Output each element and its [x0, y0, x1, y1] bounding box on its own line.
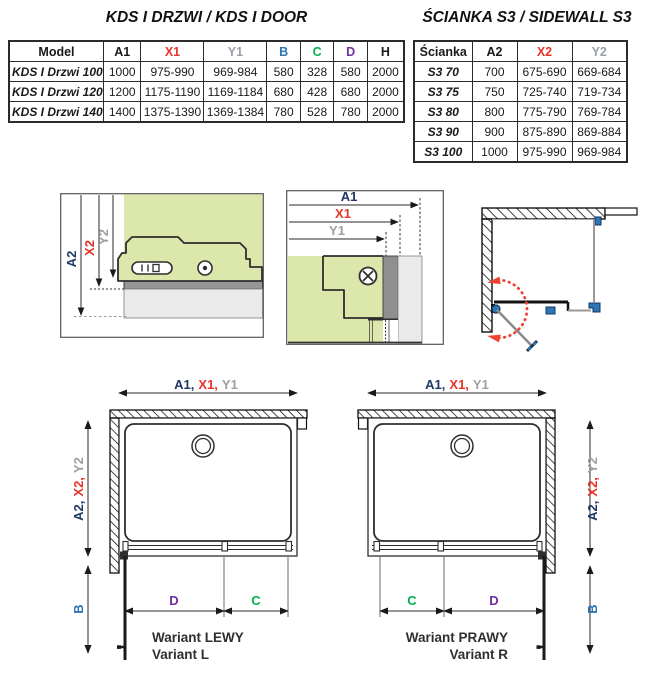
cell: 800: [472, 102, 517, 122]
variant-left-line1: Wariant LEWY: [152, 630, 244, 645]
label-c: C: [251, 593, 261, 608]
model-name: KDS I Drzwi 120: [9, 82, 103, 102]
handle-knob: [537, 645, 541, 649]
model-name: S3 90: [414, 122, 472, 142]
rail-bracket: [123, 542, 128, 552]
label-d: D: [169, 593, 179, 608]
cell: 750: [472, 82, 517, 102]
wall-profile-end: [359, 418, 368, 429]
cell: 675-690: [517, 62, 572, 82]
cell: 2000: [367, 82, 404, 102]
cell: 780: [334, 102, 368, 123]
handle-knob: [117, 645, 121, 649]
label-x1: X1: [335, 206, 351, 221]
label-y1: Y1: [329, 223, 345, 238]
label-b: B: [71, 604, 86, 614]
panel-clamp: [546, 307, 555, 314]
model-name: S3 75: [414, 82, 472, 102]
cell: 1375-1390: [141, 102, 204, 123]
cell: 769-784: [572, 102, 627, 122]
cell: 1175-1190: [141, 82, 204, 102]
cell: 1000: [103, 62, 141, 82]
cell: 680: [267, 82, 301, 102]
col-h: H: [367, 41, 404, 62]
dim-label-a2x2y2: A2,X2,Y2: [585, 457, 600, 521]
sidewall-table-title: ŚCIANKA S3 / SIDEWALL S3: [422, 9, 632, 26]
cell: 869-884: [572, 122, 627, 142]
variant-left-diagram: [40, 375, 320, 675]
swing-arrowhead: [486, 331, 501, 342]
cell: 2000: [367, 102, 404, 123]
cell: 780: [267, 102, 301, 123]
dim-label-a1x1y1: A1, X1, Y1: [174, 377, 238, 392]
cell: 580: [267, 62, 301, 82]
cell: 875-890: [517, 122, 572, 142]
wall-profile: [383, 256, 398, 320]
rail-bracket: [222, 542, 228, 552]
swing-arc: [498, 280, 527, 338]
cell: 1000: [472, 142, 517, 163]
sidewall-section-diagram: [60, 193, 264, 338]
cell: 700: [472, 62, 517, 82]
sidewall-table: [413, 40, 628, 163]
col-y1: Y1: [204, 41, 267, 62]
sill-area: [124, 289, 263, 318]
col-a2: A2: [472, 41, 517, 62]
rail-bracket: [286, 542, 292, 552]
handle-dot: [533, 342, 536, 345]
cell: 1169-1184: [204, 82, 267, 102]
wall-ledge: [605, 208, 637, 215]
table-row: [9, 102, 404, 123]
label-c: C: [407, 593, 417, 608]
cell: 680: [334, 82, 368, 102]
cell: 900: [472, 122, 517, 142]
col-a1: A1: [103, 41, 141, 62]
wall-profile-end: [298, 418, 307, 429]
dim-label-a1x1y1: A1, X1, Y1: [425, 377, 489, 392]
label-d: D: [489, 593, 499, 608]
col-c: C: [300, 41, 334, 62]
col-x1: X1: [141, 41, 204, 62]
cell: 975-990: [141, 62, 204, 82]
label-a1: A1: [340, 189, 358, 204]
variant-right-line2: Variant R: [449, 647, 508, 662]
wall-hatch-left: [482, 219, 492, 332]
cell: 969-984: [572, 142, 627, 163]
table-row: [414, 62, 627, 82]
hinge-slot-icon: [132, 262, 172, 274]
rail-bracket: [537, 542, 542, 552]
sidewall-glass: [398, 256, 422, 343]
door-table-title: KDS I DRZWI / KDS I DOOR: [105, 9, 308, 26]
variant-right-line1: Wariant PRAWY: [405, 630, 508, 645]
wall-hatch-left: [110, 418, 119, 573]
table-row: [414, 122, 627, 142]
cell: 969-984: [204, 62, 267, 82]
cell: 428: [300, 82, 334, 102]
wall-hatch-right: [546, 418, 555, 573]
cell: 1400: [103, 102, 141, 123]
label-b: B: [585, 604, 600, 614]
cell: 528: [300, 102, 334, 123]
variant-left-line2: Variant L: [152, 647, 210, 662]
cell: 1369-1384: [204, 102, 267, 123]
door-section-diagram: [286, 190, 444, 345]
screw-center: [203, 266, 207, 270]
model-name: S3 80: [414, 102, 472, 122]
col-d: D: [334, 41, 368, 62]
sidewall-table-header: [414, 41, 627, 62]
col-b: B: [267, 41, 301, 62]
table-row: [414, 142, 627, 163]
col-model: Model: [9, 41, 103, 62]
col-x2: X2: [517, 41, 572, 62]
cell: 1200: [103, 82, 141, 102]
model-name: S3 70: [414, 62, 472, 82]
door-table: [8, 40, 405, 123]
cell: 2000: [367, 62, 404, 82]
col-y2: Y2: [572, 41, 627, 62]
dim-label-a2x2y2: A2,X2,Y2: [71, 457, 86, 521]
cell: 725-740: [517, 82, 572, 102]
cell: 719-734: [572, 82, 627, 102]
model-name: KDS I Drzwi 140: [9, 102, 103, 123]
table-row: [9, 62, 404, 82]
wall-hatch-top: [482, 208, 605, 219]
table-row: [414, 102, 627, 122]
wall-hatch-top: [358, 410, 555, 418]
model-name: KDS I Drzwi 100: [9, 62, 103, 82]
handle-dot: [528, 347, 531, 350]
label-y2: Y2: [96, 229, 111, 245]
bottom-profile: [124, 281, 263, 289]
table-row: [9, 82, 404, 102]
door-swing-plan: [478, 190, 640, 355]
cell: 328: [300, 62, 334, 82]
table-row: [414, 82, 627, 102]
cell: 669-684: [572, 62, 627, 82]
label-a2: A2: [64, 250, 79, 268]
col-scianka: Ścianka: [414, 41, 472, 62]
cell: 975-990: [517, 142, 572, 163]
cell: 580: [334, 62, 368, 82]
variant-right-diagram: [338, 375, 628, 675]
rail-bracket: [438, 542, 444, 552]
door-table-header: [9, 41, 404, 62]
model-name: S3 100: [414, 142, 472, 163]
wall-hatch-top: [110, 410, 307, 418]
label-x2: X2: [82, 240, 97, 256]
glass-clamp: [595, 217, 601, 225]
rail-bracket: [374, 542, 380, 552]
cell: 775-790: [517, 102, 572, 122]
